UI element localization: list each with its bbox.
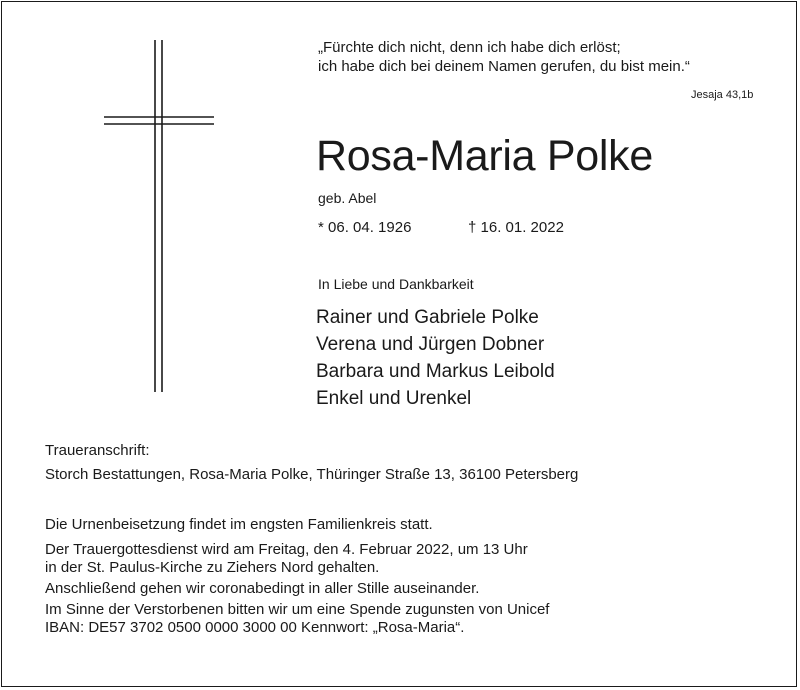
info-line: Die Urnenbeisetzung findet im engsten Familienkreis statt.	[45, 516, 433, 533]
death-date: † 16. 01. 2022	[468, 219, 564, 236]
mourner-name: Enkel und Urenkel	[316, 388, 472, 409]
quote-source: Jesaja 43,1b	[691, 89, 754, 101]
mourners-list	[316, 304, 555, 412]
mourner-name: Barbara und Markus Leibold	[316, 361, 555, 382]
info-line: in der St. Paulus-Kirche zu Ziehers Nord gehalten.	[45, 559, 380, 576]
info-line: Der Trauergottesdienst wird am Freitag, den 4. Februar 2022, um 13 Uhr	[45, 541, 528, 558]
birth-date: * 06. 04. 1926	[318, 219, 412, 236]
deceased-name: Rosa-Maria Polke	[316, 132, 653, 180]
latin-cross-icon	[100, 40, 220, 392]
funeral-info	[45, 516, 549, 637]
life-dates	[318, 219, 564, 236]
quote-line-2: ich habe dich bei deinem Namen gerufen, du bist mein.“	[318, 58, 690, 75]
quote-line-1: „Fürchte dich nicht, denn ich habe dich erlöst;	[318, 39, 621, 56]
mourner-name: Verena und Jürgen Dobner	[316, 334, 545, 355]
address-label: Traueranschrift:	[45, 442, 150, 459]
info-line: IBAN: DE57 3702 0500 0000 3000 00 Kennwort: „Rosa-Maria“.	[45, 619, 465, 636]
info-line: Anschließend gehen wir coronabedingt in aller Stille auseinander.	[45, 580, 480, 597]
maiden-name: geb. Abel	[318, 190, 377, 206]
info-line: Im Sinne der Verstorbenen bitten wir um eine Spende zugunsten von Unicef	[45, 601, 550, 618]
mourning-intro: In Liebe und Dankbarkeit	[318, 276, 474, 292]
mourner-name: Rainer und Gabriele Polke	[316, 307, 539, 328]
bible-quote	[318, 38, 690, 76]
address-text: Storch Bestattungen, Rosa-Maria Polke, Thüringer Straße 13, 36100 Petersberg	[45, 466, 579, 483]
